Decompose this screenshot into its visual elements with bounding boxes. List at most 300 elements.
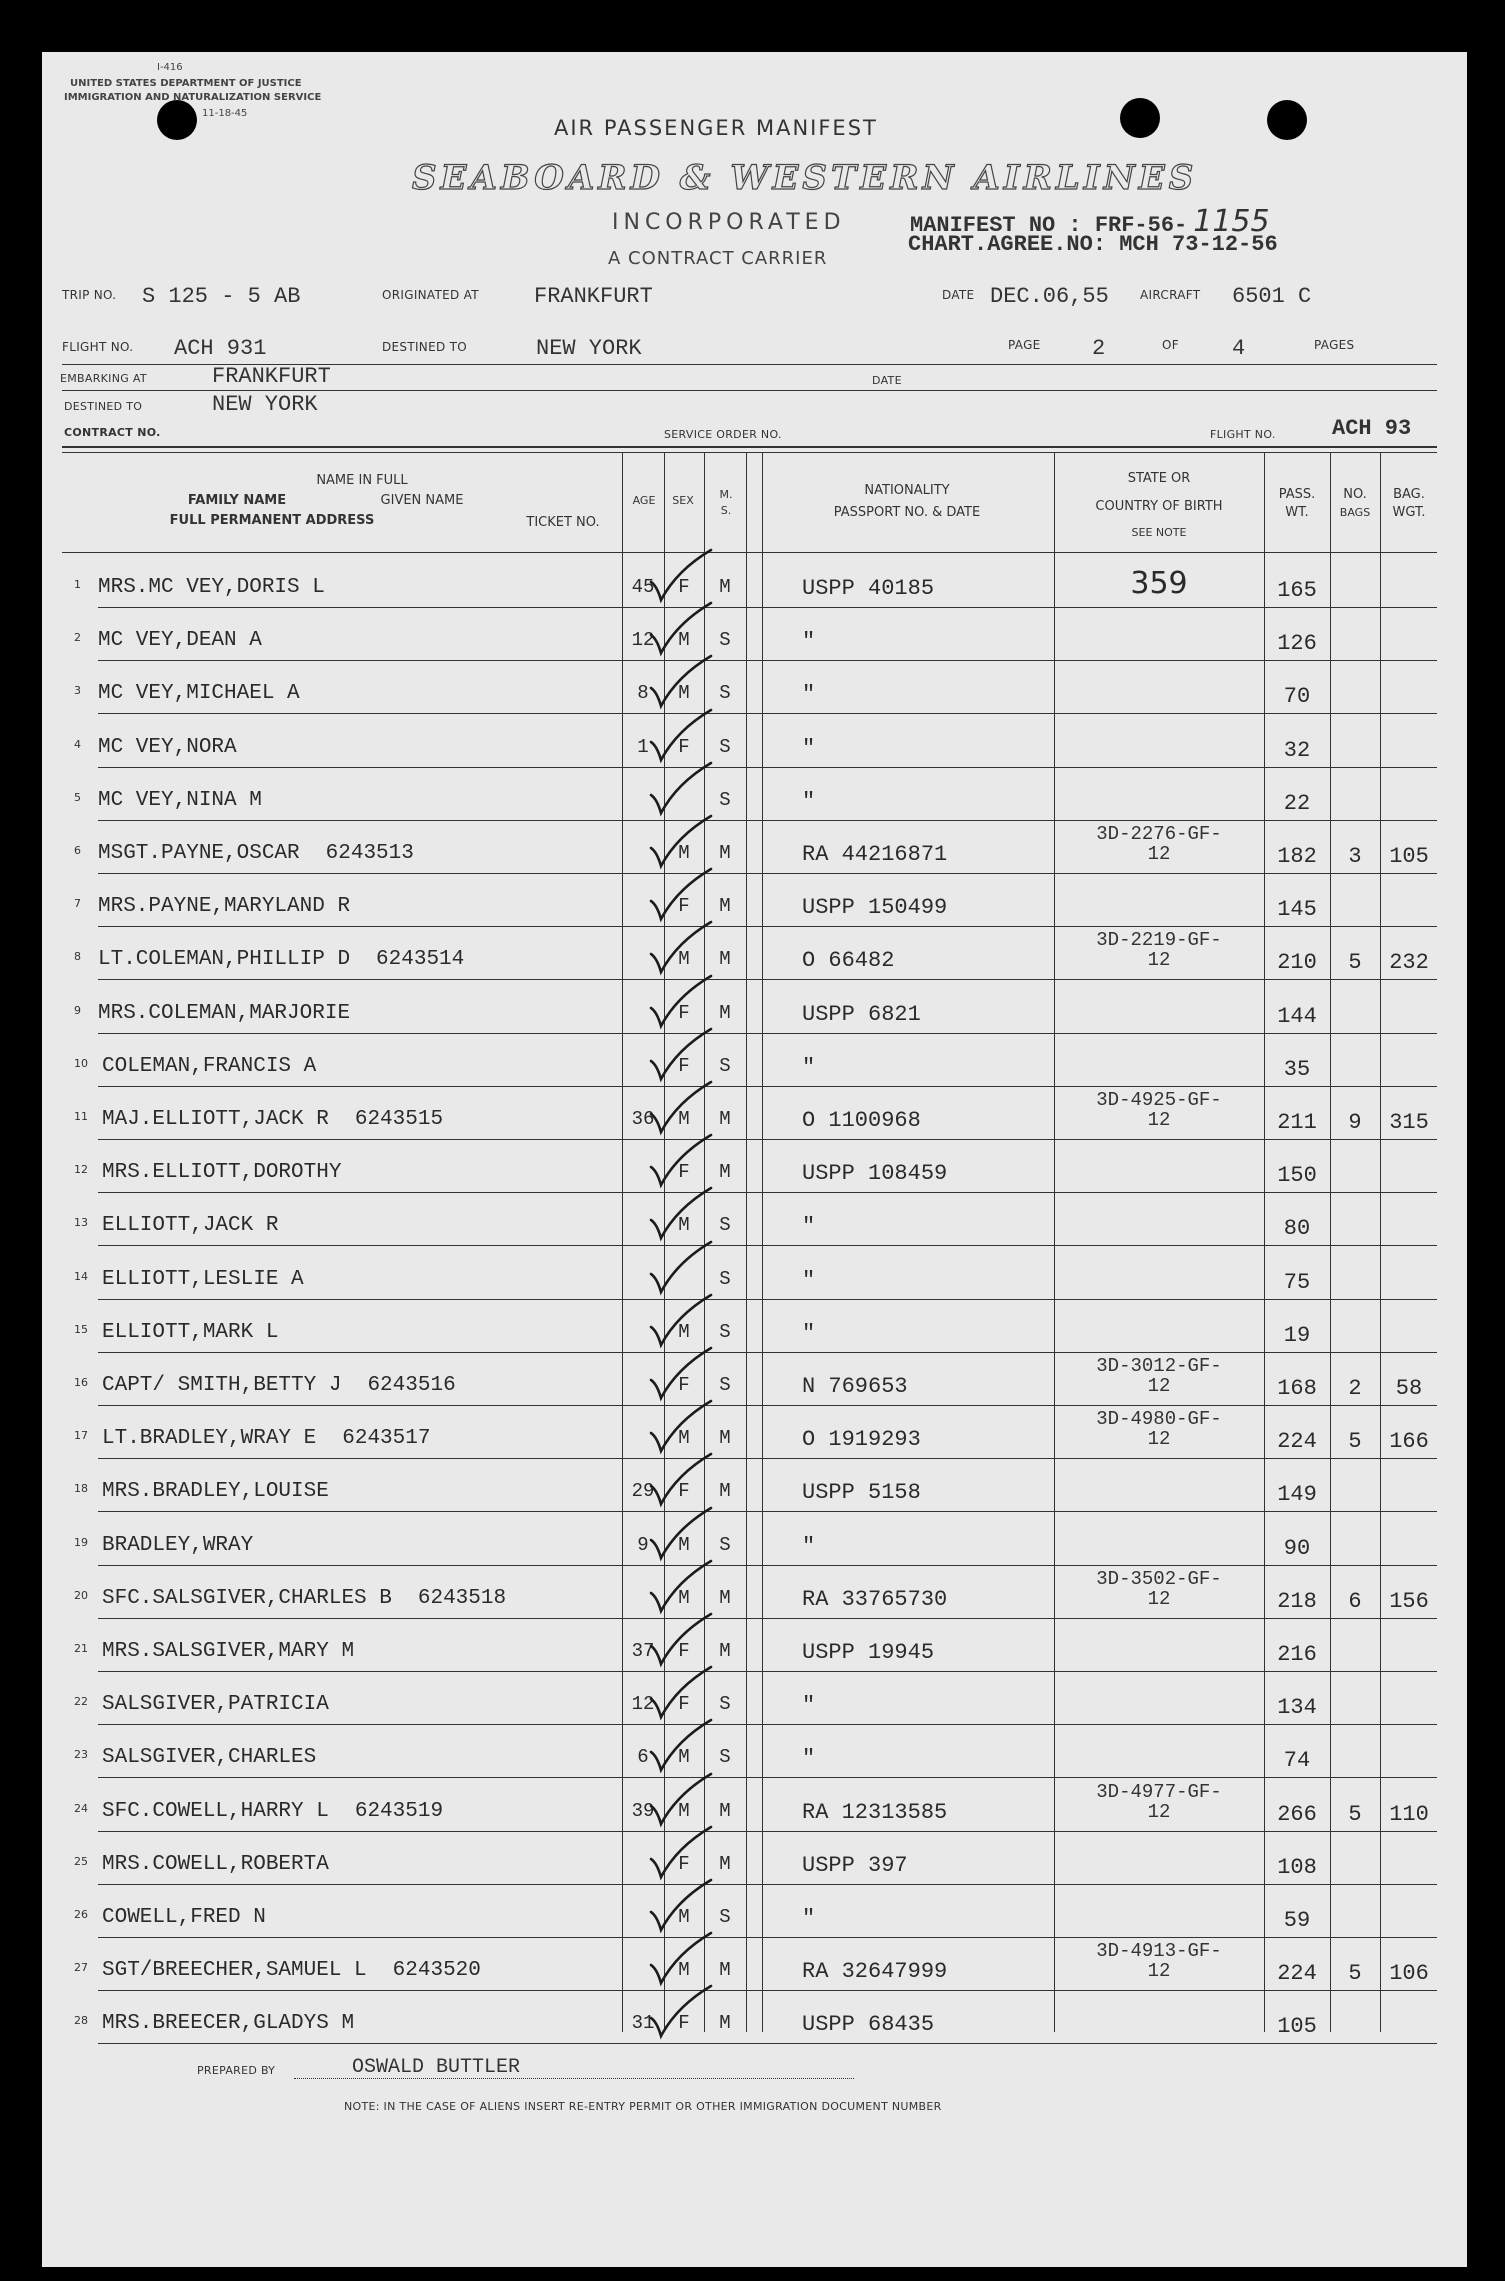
bag-weight: 110 bbox=[1389, 1802, 1429, 1827]
passenger-name-text: COWELL,FRED N bbox=[102, 1906, 266, 1929]
passenger-weight: 218 bbox=[1277, 1589, 1317, 1614]
sex-value: M bbox=[678, 1746, 690, 1768]
row-rule bbox=[98, 1033, 1437, 1034]
state-of-birth bbox=[1054, 1356, 1264, 1396]
passenger-weight: 145 bbox=[1277, 897, 1317, 922]
col-address: FULL PERMANENT ADDRESS bbox=[169, 513, 375, 528]
row-rule bbox=[98, 1192, 1437, 1193]
passenger-name-text: SFC.SALSGIVER,CHARLES B bbox=[102, 1587, 392, 1610]
row-rule bbox=[98, 1352, 1437, 1353]
marital-status: M bbox=[719, 576, 731, 598]
passenger-weight: 90 bbox=[1283, 1536, 1311, 1561]
passport-value: USPP 108459 bbox=[802, 1161, 948, 1186]
state-line: 12 bbox=[1147, 1375, 1171, 1397]
row-rule bbox=[98, 607, 1437, 608]
check-mark-icon bbox=[647, 1129, 717, 1189]
row-rule bbox=[98, 1086, 1437, 1087]
row-rule bbox=[98, 1724, 1437, 1725]
check-mark-icon bbox=[647, 1768, 717, 1828]
bag-weight: 166 bbox=[1389, 1429, 1429, 1454]
passenger-name bbox=[102, 1746, 316, 1769]
state-line: 12 bbox=[1147, 1801, 1171, 1823]
rule-header-4 bbox=[62, 446, 1437, 448]
marital-status: S bbox=[719, 1746, 731, 1768]
passenger-name bbox=[102, 1480, 329, 1503]
passenger-name bbox=[102, 1640, 354, 1663]
passenger-weight: 35 bbox=[1283, 1057, 1311, 1082]
passport-value: RA 12313585 bbox=[802, 1800, 948, 1825]
row-number: 6 bbox=[74, 844, 81, 857]
check-mark-icon bbox=[647, 650, 717, 710]
state-line: 12 bbox=[1147, 1428, 1171, 1450]
label-originated-at: ORIGINATED AT bbox=[382, 288, 479, 302]
passport-value: USPP 397 bbox=[802, 1853, 908, 1878]
passenger-name bbox=[102, 2012, 354, 2035]
passenger-name bbox=[98, 895, 350, 918]
col-age: AGE bbox=[632, 494, 656, 507]
passenger-name-text: MRS.BREECER,GLADYS M bbox=[102, 2012, 355, 2035]
passenger-name bbox=[102, 1534, 253, 1557]
row-rule bbox=[98, 820, 1437, 821]
row-rule bbox=[98, 1777, 1437, 1778]
passenger-name bbox=[102, 1374, 456, 1397]
sex-value: M bbox=[678, 842, 690, 864]
label-date: DATE bbox=[942, 288, 975, 302]
age-value: 6 bbox=[637, 1746, 649, 1768]
age-value: 29 bbox=[631, 1480, 655, 1502]
passenger-name-text: LT.COLEMAN,PHILLIP D bbox=[98, 948, 351, 971]
passenger-weight: 266 bbox=[1277, 1802, 1317, 1827]
sex-value: M bbox=[678, 1959, 690, 1981]
check-mark-icon bbox=[647, 1289, 717, 1349]
ticket-number: 6243513 bbox=[325, 842, 414, 865]
check-mark-icon bbox=[647, 1661, 717, 1721]
passenger-weight: 216 bbox=[1277, 1642, 1317, 1667]
ticket-number: 6243520 bbox=[392, 1959, 481, 1982]
label-contract-no: CONTRACT NO. bbox=[64, 426, 161, 439]
row-rule bbox=[98, 873, 1437, 874]
state-line: 3D-4977-GF- bbox=[1096, 1781, 1222, 1803]
passport-value: O 1919293 bbox=[802, 1427, 921, 1452]
label-page: PAGE bbox=[1008, 338, 1041, 352]
value-trip-no: S 125 - 5 AB bbox=[142, 284, 301, 309]
passenger-name bbox=[102, 1055, 316, 1078]
row-rule bbox=[98, 1990, 1437, 1991]
marital-status: S bbox=[719, 629, 731, 651]
row-rule bbox=[98, 926, 1437, 927]
passenger-weight: 168 bbox=[1277, 1376, 1317, 1401]
airline-name: SEABOARD & WESTERN AIRLINES bbox=[412, 158, 1198, 198]
punch-hole-mid bbox=[1120, 98, 1160, 138]
state-line: 12 bbox=[1147, 1109, 1171, 1131]
col-nationality: NATIONALITY bbox=[864, 483, 950, 498]
row-rule bbox=[98, 1937, 1437, 1938]
check-mark-icon bbox=[647, 1023, 717, 1083]
passenger-weight: 182 bbox=[1277, 844, 1317, 869]
rule-header-3 bbox=[62, 390, 1437, 391]
value-destined-to-2: NEW YORK bbox=[212, 392, 318, 417]
passenger-weight: 74 bbox=[1283, 1748, 1311, 1773]
passenger-weight: 144 bbox=[1277, 1004, 1317, 1029]
label-destined-to-2: DESTINED TO bbox=[64, 400, 143, 413]
passenger-name bbox=[98, 948, 464, 971]
state-line: 3D-3502-GF- bbox=[1096, 1568, 1222, 1590]
sex-value: F bbox=[678, 1374, 690, 1396]
passenger-name-text: CAPT/ SMITH,BETTY J bbox=[102, 1374, 342, 1397]
sex-value: F bbox=[678, 736, 690, 758]
age-value: 1 bbox=[637, 736, 649, 758]
marital-status: S bbox=[719, 1055, 731, 1077]
marital-status: M bbox=[719, 948, 731, 970]
row-number: 26 bbox=[74, 1908, 88, 1921]
marital-status: S bbox=[719, 1321, 731, 1343]
passport-value: RA 44216871 bbox=[802, 842, 948, 867]
check-mark-icon bbox=[647, 1236, 717, 1296]
manifest-title: AIR PASSENGER MANIFEST bbox=[554, 116, 878, 140]
check-mark-icon bbox=[647, 544, 717, 604]
bag-count: 9 bbox=[1348, 1110, 1362, 1135]
check-mark-icon bbox=[647, 863, 717, 923]
passenger-name bbox=[102, 1587, 506, 1610]
marital-status: M bbox=[719, 1959, 731, 1981]
check-mark-icon bbox=[647, 1342, 717, 1402]
col-ticket: TICKET NO. bbox=[526, 515, 600, 530]
passenger-name bbox=[102, 1853, 329, 1876]
value-flight-no: ACH 931 bbox=[174, 336, 267, 361]
bag-count: 2 bbox=[1348, 1376, 1362, 1401]
passenger-name bbox=[98, 842, 414, 865]
col-bags-2: BAGS bbox=[1339, 506, 1371, 519]
incorporated-label: INCORPORATED bbox=[612, 210, 846, 235]
row-rule bbox=[98, 1139, 1437, 1140]
passenger-name bbox=[98, 736, 237, 759]
passenger-name bbox=[102, 1800, 443, 1823]
passenger-name-text: MRS.BRADLEY,LOUISE bbox=[102, 1480, 329, 1503]
value-destined-to: NEW YORK bbox=[536, 336, 642, 361]
sex-value: M bbox=[678, 629, 690, 651]
state-line: 3D-4913-GF- bbox=[1096, 1940, 1222, 1962]
bag-count: 6 bbox=[1348, 1589, 1362, 1614]
sex-value: M bbox=[678, 1108, 690, 1130]
state-line: 3D-4980-GF- bbox=[1096, 1408, 1222, 1430]
value-of: 4 bbox=[1232, 336, 1246, 361]
passport-value: RA 33765730 bbox=[802, 1587, 948, 1612]
label-of: OF bbox=[1162, 338, 1179, 352]
passport-value: " bbox=[802, 1746, 816, 1771]
row-number: 14 bbox=[74, 1270, 88, 1283]
passenger-name bbox=[98, 789, 262, 812]
state-of-birth bbox=[1054, 824, 1264, 864]
row-rule bbox=[98, 1511, 1437, 1512]
contract-carrier-label: A CONTRACT CARRIER bbox=[608, 248, 828, 269]
agency-line-1: UNITED STATES DEPARTMENT OF JUSTICE bbox=[70, 78, 302, 89]
passenger-name-text: ELLIOTT,JACK R bbox=[102, 1214, 279, 1237]
row-rule bbox=[98, 1299, 1437, 1300]
passenger-weight: 105 bbox=[1277, 2014, 1317, 2039]
manifest-hand-number: 1155 bbox=[1193, 204, 1270, 239]
passenger-name-text: MRS.COWELL,ROBERTA bbox=[102, 1853, 329, 1876]
check-mark-icon bbox=[647, 1927, 717, 1987]
state-line: 3D-2219-GF- bbox=[1096, 929, 1222, 951]
row-number: 24 bbox=[74, 1802, 88, 1815]
footer-note: NOTE: IN THE CASE OF ALIENS INSERT RE-ENTRY PERMIT OR OTHER IMMIGRATION DOCUMENT NUMBER bbox=[344, 2100, 942, 2113]
age-value: 36 bbox=[631, 1108, 655, 1130]
passenger-name-text: SALSGIVER,CHARLES bbox=[102, 1746, 317, 1769]
bag-weight: 58 bbox=[1395, 1376, 1423, 1401]
check-mark-icon bbox=[647, 970, 717, 1030]
value-aircraft: 6501 C bbox=[1232, 284, 1312, 309]
state-line: 3D-2276-GF- bbox=[1096, 823, 1222, 845]
punch-hole-right bbox=[1267, 100, 1307, 140]
row-number: 23 bbox=[74, 1748, 88, 1761]
col-sex: SEX bbox=[672, 494, 694, 507]
passenger-name-text: BRADLEY,WRAY bbox=[102, 1534, 254, 1557]
ticket-number: 6243515 bbox=[354, 1108, 444, 1131]
passport-value: " bbox=[802, 736, 816, 761]
row-number: 8 bbox=[74, 950, 81, 963]
passenger-name bbox=[102, 1321, 278, 1344]
passenger-name-text: LT.BRADLEY,WRAY E bbox=[102, 1427, 317, 1450]
charter-agreement: CHART.AGREE.NO: MCH 73-12-56 bbox=[908, 232, 1278, 257]
passenger-weight: 22 bbox=[1283, 791, 1311, 816]
form-number: I-416 bbox=[157, 62, 183, 73]
form-date: 11-18-45 bbox=[202, 108, 248, 119]
marital-status: S bbox=[719, 1693, 731, 1715]
sex-value: F bbox=[678, 1055, 690, 1077]
age-value: 31 bbox=[631, 2012, 655, 2034]
bag-count: 5 bbox=[1348, 1429, 1362, 1454]
marital-status: S bbox=[719, 1906, 731, 1928]
passport-value: O 66482 bbox=[802, 948, 895, 973]
row-number: 22 bbox=[74, 1695, 88, 1708]
sex-value: F bbox=[678, 1693, 690, 1715]
passenger-name-text: MC VEY,MICHAEL A bbox=[98, 682, 300, 705]
sex-value: M bbox=[678, 682, 690, 704]
col-state-1: STATE OR bbox=[1127, 471, 1191, 486]
passenger-name-text: COLEMAN,FRANCIS A bbox=[102, 1055, 317, 1078]
sex-value: F bbox=[678, 576, 690, 598]
check-mark-icon bbox=[647, 810, 717, 870]
passport-value: USPP 6821 bbox=[802, 1002, 921, 1027]
row-number: 9 bbox=[74, 1004, 81, 1017]
col-divider-nationality bbox=[762, 452, 763, 2032]
passenger-name-text: MRS.ELLIOTT,DOROTHY bbox=[102, 1161, 342, 1184]
label-service-order-no: SERVICE ORDER NO. bbox=[664, 428, 782, 441]
passport-value: USPP 5158 bbox=[802, 1480, 921, 1505]
row-rule bbox=[98, 2043, 1437, 2044]
row-number: 19 bbox=[74, 1536, 88, 1549]
row-rule bbox=[98, 1405, 1437, 1406]
marital-status: M bbox=[719, 1108, 731, 1130]
passenger-weight: 165 bbox=[1277, 578, 1317, 603]
col-bags-1: NO. bbox=[1343, 487, 1367, 502]
col-state-3: SEE NOTE bbox=[1131, 526, 1187, 539]
passenger-weight: 70 bbox=[1283, 684, 1311, 709]
rule-header-5 bbox=[62, 452, 1437, 453]
sex-value: M bbox=[678, 1427, 690, 1449]
passenger-name bbox=[98, 576, 325, 599]
passenger-name-text: MSGT.PAYNE,OSCAR bbox=[98, 842, 300, 865]
marital-status: M bbox=[719, 2012, 731, 2034]
passenger-name bbox=[98, 1002, 350, 1025]
passenger-name bbox=[102, 1161, 341, 1184]
row-number: 5 bbox=[74, 791, 81, 804]
label-flight-no-2: FLIGHT NO. bbox=[1210, 428, 1276, 441]
passenger-name bbox=[102, 1906, 266, 1929]
bag-count: 5 bbox=[1348, 950, 1362, 975]
passenger-name bbox=[98, 682, 300, 705]
passenger-weight: 80 bbox=[1283, 1216, 1311, 1241]
marital-status: S bbox=[719, 1534, 731, 1556]
marital-status: M bbox=[719, 895, 731, 917]
col-divider-bags bbox=[1330, 452, 1331, 2032]
passenger-name-text: MC VEY,NORA bbox=[98, 736, 237, 759]
passport-value: " bbox=[802, 1268, 816, 1293]
passenger-name bbox=[102, 1214, 278, 1237]
sex-value: F bbox=[678, 2012, 690, 2034]
ticket-number: 6243517 bbox=[342, 1427, 431, 1450]
value-page: 2 bbox=[1092, 336, 1106, 361]
check-mark-icon bbox=[647, 597, 717, 657]
col-pass-1: PASS. bbox=[1278, 487, 1316, 502]
row-number: 18 bbox=[74, 1482, 88, 1495]
value-originated-at: FRANKFURT bbox=[534, 284, 653, 309]
passport-value: " bbox=[802, 1693, 816, 1718]
col-name-in-full: NAME IN FULL bbox=[316, 473, 408, 488]
label-trip-no: TRIP NO. bbox=[62, 288, 117, 302]
row-rule bbox=[98, 767, 1437, 768]
passenger-weight: 211 bbox=[1277, 1110, 1317, 1135]
agency-line-2: IMMIGRATION AND NATURALIZATION SERVICE bbox=[64, 92, 322, 103]
manifest-sheet bbox=[42, 52, 1467, 2267]
bag-weight: 105 bbox=[1389, 844, 1429, 869]
age-value: 37 bbox=[631, 1640, 655, 1662]
age-value: 39 bbox=[631, 1800, 655, 1822]
passenger-name-text: MAJ.ELLIOTT,JACK R bbox=[102, 1108, 329, 1131]
bag-weight: 106 bbox=[1389, 1961, 1429, 1986]
passenger-name bbox=[102, 1427, 430, 1450]
ticket-number: 6243516 bbox=[367, 1374, 456, 1397]
row-rule bbox=[98, 1671, 1437, 1672]
row-number: 16 bbox=[74, 1376, 88, 1389]
passenger-weight: 224 bbox=[1277, 1429, 1317, 1454]
check-mark-icon bbox=[647, 1502, 717, 1562]
check-mark-icon bbox=[647, 1395, 717, 1455]
ticket-number: 6243518 bbox=[417, 1587, 507, 1610]
row-number: 17 bbox=[74, 1429, 88, 1442]
sex-value: M bbox=[678, 1534, 690, 1556]
passport-value: " bbox=[802, 789, 816, 814]
marital-status: S bbox=[719, 789, 731, 811]
bag-weight: 315 bbox=[1389, 1110, 1429, 1135]
row-rule bbox=[98, 1831, 1437, 1832]
row-number: 13 bbox=[74, 1216, 88, 1229]
col-given-name: GIVEN NAME bbox=[380, 493, 464, 508]
marital-status: S bbox=[719, 1214, 731, 1236]
passport-value: USPP 40185 bbox=[802, 576, 935, 601]
check-mark-icon bbox=[647, 704, 717, 764]
row-rule bbox=[98, 1458, 1437, 1459]
manifest-number: MANIFEST NO : FRF-56- 1155 bbox=[910, 204, 1270, 239]
value-flight-no-2: ACH 93 bbox=[1332, 416, 1412, 441]
sex-value: F bbox=[678, 1480, 690, 1502]
passport-value: " bbox=[802, 1534, 816, 1559]
marital-status: M bbox=[719, 1161, 731, 1183]
value-embarking-at: FRANKFURT bbox=[212, 364, 331, 389]
check-mark-icon bbox=[647, 1608, 717, 1668]
row-number: 3 bbox=[74, 684, 81, 697]
row-number: 4 bbox=[74, 738, 81, 751]
passenger-weight: 32 bbox=[1283, 738, 1311, 763]
col-bagwt-1: BAG. bbox=[1393, 487, 1425, 502]
rule-header-bottom bbox=[62, 552, 1437, 553]
row-rule bbox=[98, 1245, 1437, 1246]
col-ms-m: M. bbox=[719, 488, 733, 501]
marital-status: S bbox=[719, 682, 731, 704]
row-number: 10 bbox=[74, 1057, 88, 1070]
passenger-weight: 210 bbox=[1277, 950, 1317, 975]
state-of-birth bbox=[1054, 1569, 1264, 1609]
col-state-2: COUNTRY OF BIRTH bbox=[1095, 499, 1223, 514]
label-destined-to: DESTINED TO bbox=[382, 340, 467, 354]
passport-value: " bbox=[802, 1906, 816, 1931]
row-number: 15 bbox=[74, 1323, 88, 1336]
row-number: 2 bbox=[74, 631, 81, 644]
row-number: 12 bbox=[74, 1163, 88, 1176]
passport-value: " bbox=[802, 1055, 816, 1080]
row-number: 11 bbox=[74, 1110, 88, 1123]
passenger-weight: 149 bbox=[1277, 1482, 1317, 1507]
label-pages: PAGES bbox=[1314, 338, 1355, 352]
passenger-weight: 59 bbox=[1283, 1908, 1311, 1933]
passenger-name-text: ELLIOTT,LESLIE A bbox=[102, 1268, 304, 1291]
label-date-2: DATE bbox=[872, 374, 902, 387]
col-family-name: FAMILY NAME bbox=[187, 493, 287, 508]
passport-value: USPP 68435 bbox=[802, 2012, 935, 2037]
check-mark-icon bbox=[647, 1714, 717, 1774]
bag-count: 5 bbox=[1348, 1961, 1362, 1986]
passenger-name bbox=[102, 1108, 443, 1131]
prepared-by-name: OSWALD BUTTLER bbox=[352, 2056, 521, 2079]
bag-count: 3 bbox=[1348, 844, 1362, 869]
passenger-name-text: MRS.PAYNE,MARYLAND R bbox=[98, 895, 351, 918]
value-date: DEC.06,55 bbox=[990, 284, 1109, 309]
passport-value: " bbox=[802, 1321, 816, 1346]
marital-status: M bbox=[719, 1853, 731, 1875]
sex-value: F bbox=[678, 1640, 690, 1662]
bag-weight: 232 bbox=[1389, 950, 1429, 975]
sex-value: M bbox=[678, 1800, 690, 1822]
passenger-name-text: SGT/BREECHER,SAMUEL L bbox=[102, 1959, 367, 1982]
ticket-number: 6243514 bbox=[376, 948, 465, 971]
row-number: 25 bbox=[74, 1855, 88, 1868]
col-pass-2: WT. bbox=[1285, 505, 1309, 520]
state-line: 12 bbox=[1147, 949, 1171, 971]
sex-value: M bbox=[678, 1906, 690, 1928]
passport-value: USPP 19945 bbox=[802, 1640, 935, 1665]
check-mark-icon bbox=[647, 1448, 717, 1508]
passenger-name bbox=[98, 629, 262, 652]
passport-value: " bbox=[802, 629, 816, 654]
col-ms-s: S. bbox=[720, 504, 732, 517]
row-number: 28 bbox=[74, 2014, 88, 2027]
state-line: 12 bbox=[1147, 1960, 1171, 1982]
passenger-weight: 108 bbox=[1277, 1855, 1317, 1880]
row-rule bbox=[98, 1565, 1437, 1566]
bag-weight: 156 bbox=[1389, 1589, 1429, 1614]
state-of-birth bbox=[1054, 1409, 1264, 1449]
sex-value: F bbox=[678, 1002, 690, 1024]
